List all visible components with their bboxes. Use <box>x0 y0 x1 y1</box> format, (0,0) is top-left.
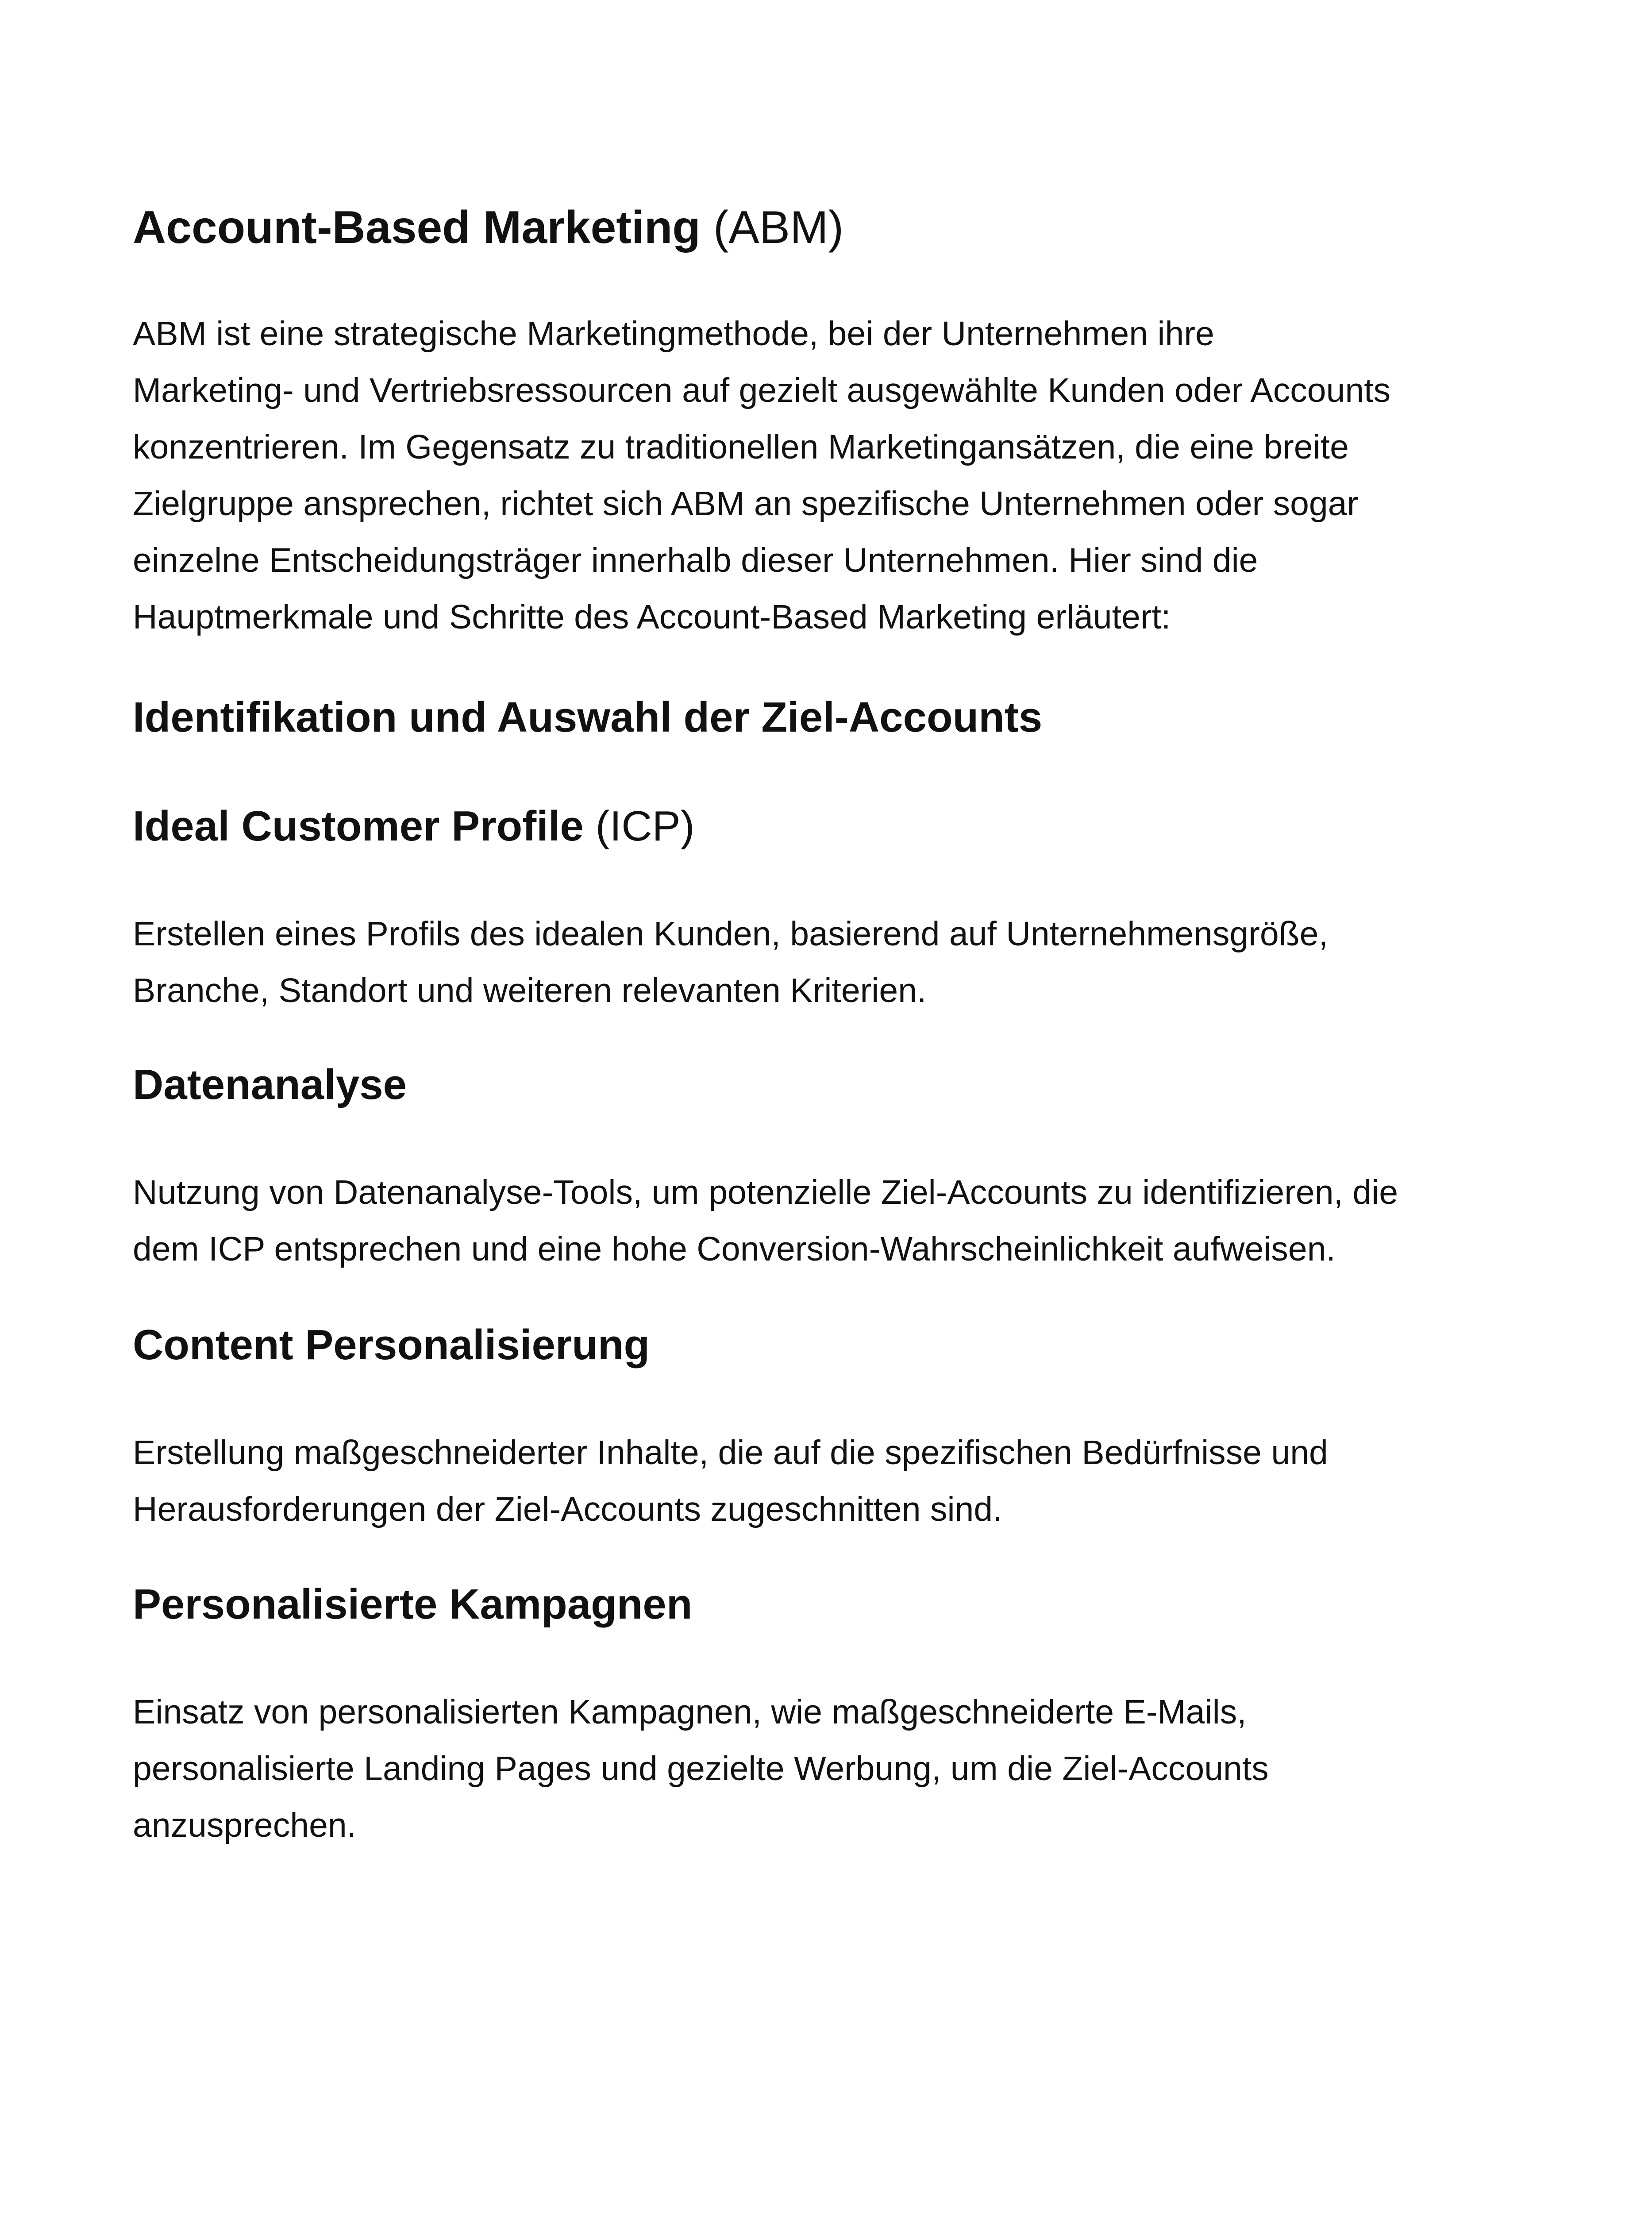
document-title <box>133 200 843 255</box>
title-bold: Account-Based Marketing <box>133 202 701 253</box>
heading-datenanalyse: Datenanalyse <box>133 1061 407 1108</box>
datenanalyse-line: dem ICP entsprechen und eine hohe Conversion-Wahrscheinlichkeit aufweisen. <box>133 1230 1336 1268</box>
intro-line: konzentrieren. Im Gegensatz zu traditionellen Marketingansätzen, die eine breite <box>133 428 1349 466</box>
section-heading-identifikation: Identifikation und Auswahl der Ziel-Accounts <box>133 694 1043 741</box>
document-page <box>133 0 1531 2213</box>
heading-icp-bold: Ideal Customer Profile <box>133 802 584 850</box>
kampagnen-line: Einsatz von personalisierten Kampagnen, wie maßgeschneiderte E-Mails, <box>133 1693 1247 1731</box>
intro-line: Hauptmerkmale und Schritte des Account-Based Marketing erläutert: <box>133 598 1171 636</box>
content-line: Erstellung maßgeschneiderter Inhalte, die auf die spezifischen Bedürfnisse und <box>133 1434 1328 1472</box>
intro-paragraph <box>133 305 1531 645</box>
heading-icp-abbreviation: (ICP) <box>583 802 695 850</box>
datenanalyse-paragraph <box>133 1164 1531 1277</box>
intro-line: Zielgruppe ansprechen, richtet sich ABM an spezifische Unternehmen oder sogar <box>133 485 1359 523</box>
kampagnen-line: anzusprechen. <box>133 1806 357 1844</box>
title-abbreviation: (ABM) <box>700 202 844 253</box>
intro-line: einzelne Entscheidungsträger innerhalb dieser Unternehmen. Hier sind die <box>133 541 1258 579</box>
kampagnen-line: personalisierte Landing Pages und gezielte Werbung, um die Ziel-Accounts <box>133 1750 1269 1788</box>
kampagnen-paragraph <box>133 1684 1531 1854</box>
icp-paragraph <box>133 906 1531 1019</box>
heading-content-personalisierung: Content Personalisierung <box>133 1321 650 1369</box>
intro-line: ABM ist eine strategische Marketingmethode, bei der Unternehmen ihre <box>133 315 1214 353</box>
datenanalyse-line: Nutzung von Datenanalyse-Tools, um potenzielle Ziel-Accounts zu identifizieren, die <box>133 1173 1398 1211</box>
content-line: Herausforderungen der Ziel-Accounts zugeschnitten sind. <box>133 1490 1002 1528</box>
icp-line: Erstellen eines Profils des idealen Kunden, basierend auf Unternehmensgröße, <box>133 915 1328 953</box>
icp-line: Branche, Standort und weiteren relevanten Kriterien. <box>133 972 927 1010</box>
intro-line: Marketing- und Vertriebsressourcen auf gezielt ausgewählte Kunden oder Accounts <box>133 371 1391 409</box>
heading-personalisierte-kampagnen: Personalisierte Kampagnen <box>133 1581 693 1628</box>
heading-icp <box>133 801 695 852</box>
content-paragraph <box>133 1424 1531 1538</box>
